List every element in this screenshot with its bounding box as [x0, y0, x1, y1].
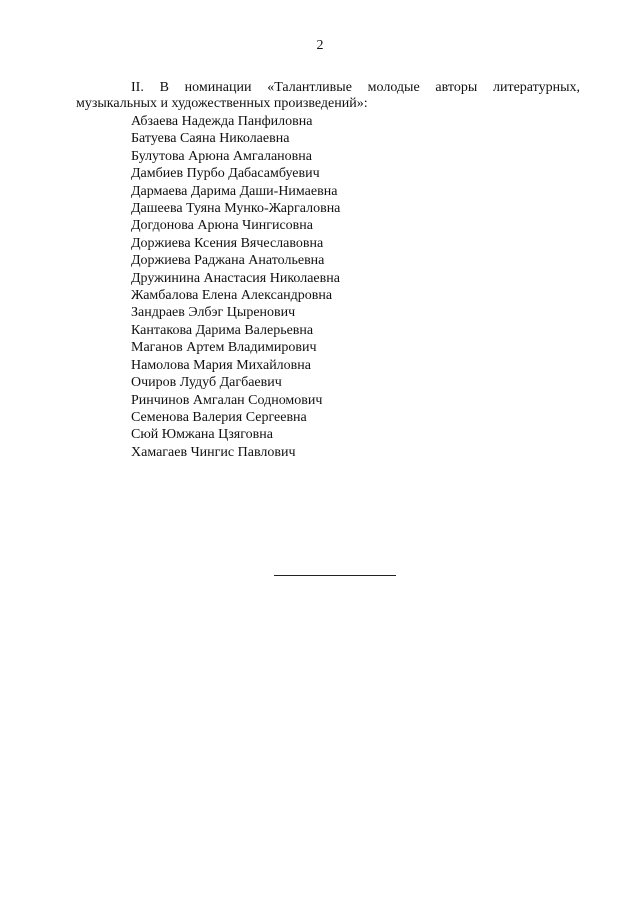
- list-item: Доржиева Раджана Анатольевна: [131, 253, 325, 269]
- page-number: 2: [316, 38, 324, 53]
- list-item: Дашеева Туяна Мунко-Жаргаловна: [131, 201, 341, 217]
- list-item: Сюй Юмжана Цзяговна: [131, 427, 273, 443]
- list-item: Ринчинов Амгалан Содномович: [131, 392, 323, 408]
- list-item: Дамбиев Пурбо Дабасамбуевич: [131, 166, 320, 182]
- list-item: Дружинина Анастасия Николаевна: [131, 270, 340, 286]
- section-heading: II. В номинации «Талантливые молодые авторы литературных, музыкальных и художественных произведений»:: [76, 80, 580, 111]
- end-of-document-rule: [274, 575, 396, 576]
- list-item: Зандраев Элбэг Цыренович: [131, 305, 296, 321]
- list-item: Батуева Саяна Николаевна: [131, 131, 290, 147]
- list-item: Дармаева Дарима Даши-Нимаевна: [131, 183, 338, 199]
- list-item: Абзаева Надежда Панфиловна: [131, 114, 313, 129]
- nominee-list: [131, 113, 340, 461]
- list-item: Жамбалова Елена Александровна: [131, 288, 333, 304]
- list-item: Хамагаев Чингис Павлович: [131, 444, 296, 460]
- list-item: Доржиева Ксения Вячеславовна: [131, 235, 324, 251]
- list-item: Догдонова Арюна Чингисовна: [131, 218, 313, 234]
- list-item: Намолова Мария Михайловна: [131, 357, 311, 373]
- list-item: Семенова Валерия Сергеевна: [131, 409, 307, 425]
- list-item: Очиров Лудуб Дагбаевич: [131, 375, 282, 391]
- list-item: Булутова Арюна Амгалановна: [131, 148, 312, 164]
- list-item: Кантакова Дарима Валерьевна: [131, 322, 314, 338]
- list-item: Маганов Артем Владимирович: [131, 340, 317, 356]
